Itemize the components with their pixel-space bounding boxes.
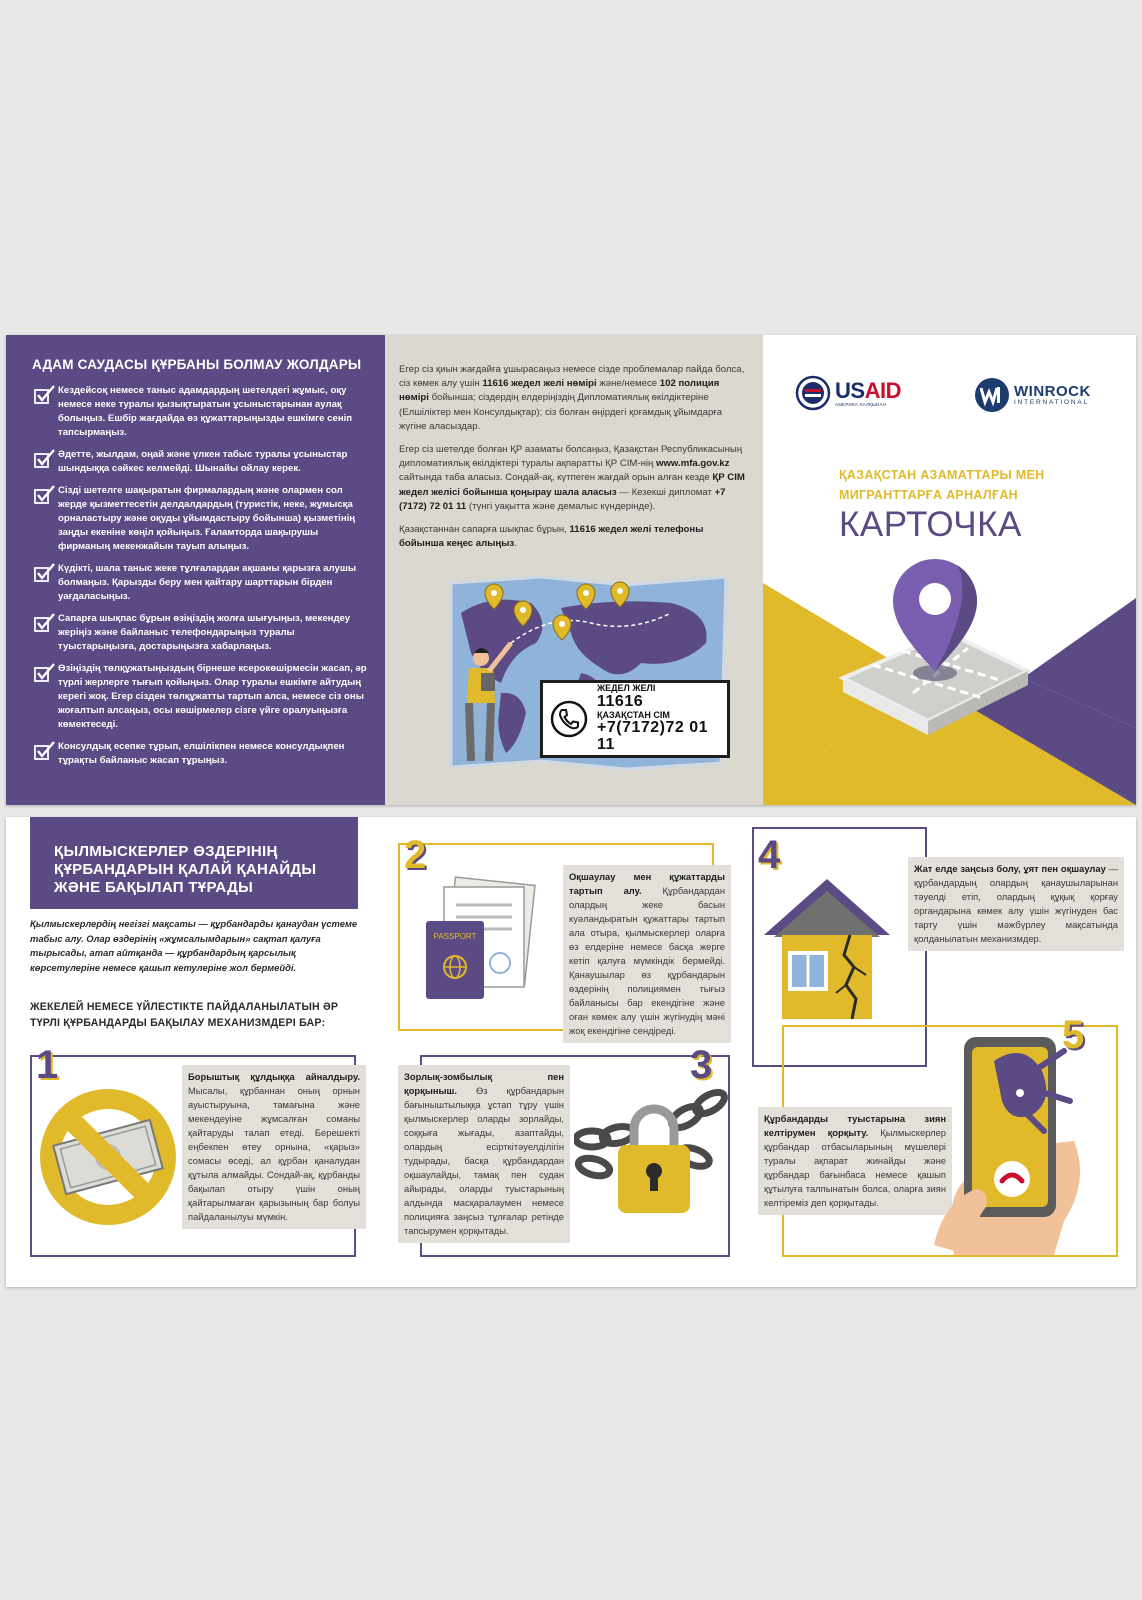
phone-icon <box>549 699 589 739</box>
tip-text: Кездейсоқ немесе таныс адамдардың шетелдегі жұмыс, оқу немесе неке туралы қызықтыратын ұсыныстарынан аулақ болыңыз. Ешбір жағдайда өз құжаттарыңызды ешкімге сеніп тапсырмаңыз. <box>58 385 353 438</box>
winrock-international: INTERNATIONAL <box>1014 399 1089 406</box>
tip-item <box>32 384 367 440</box>
checkbox-icon <box>32 449 58 469</box>
help-paragraph-3 <box>399 523 749 551</box>
item-4-text: — құрбандардың олардың қанаушыларынан тәуелді етіп, олардың құқық қорғау органдарына көмек алу үшін жүгінуден бас тарту үшін мәжбүрлеу мақсатында қолданылатын механизмдер. <box>914 863 1118 944</box>
help-text-run: Егер сіз қиын жағдайға ұшырасаңыз немесе сізде проблемалар пайда болса, сіз көмек алу үшін <box>399 364 745 390</box>
mfa-label: ҚАЗАҚСТАН СІМ <box>597 709 670 720</box>
help-text-run: Егер сіз шетелде болған ҚР азаматы болсаңыз, Қазақстан Республикасының дипломатиялық өкілдіктері туралы ақпаратты ҚР СІМ-нің <box>399 444 743 470</box>
checkbox-icon <box>32 663 58 683</box>
help-info-panel <box>385 335 763 805</box>
help-text-run: — Кезекші дипломат <box>616 486 715 498</box>
tips-heading: АДАМ САУДАСЫ ҚҰРБАНЫ БОЛМАУ ЖОЛДАРЫ <box>32 357 362 372</box>
usaid-aid: AID <box>864 377 901 403</box>
tip-item <box>32 662 367 732</box>
item-3-number: 3 <box>690 1043 713 1087</box>
help-text-run: бойынша; сіздердің елдеріңіздің Дипломатиялық өкілдіктеріне (Елшіліктер мен Консулдықтар); сіз болған өңірдегі қоғамдық ұйымдарға жүгіне аласыздар. <box>399 392 723 432</box>
help-text-run: және/немесе <box>596 378 660 390</box>
cracked-house-icon <box>762 875 892 1025</box>
checkbox-icon <box>32 741 58 761</box>
tip-text: Әдетте, жылдам, оңай және үлкен табыс туралы ұсыныстар шындыққа сәйкес келмейді. Шынайы ойлау керек. <box>58 449 348 474</box>
cover-subtitle <box>839 465 1044 505</box>
item-2-card <box>563 865 731 1043</box>
brochure-back-side <box>6 817 1136 1287</box>
passport-label: PASSPORT <box>433 932 477 941</box>
help-text-run: . <box>514 538 517 550</box>
tip-item <box>32 448 367 476</box>
cover-subtitle-line-2: МИГРАНТТАРҒА АРНАЛҒАН <box>839 488 1018 502</box>
header-line-2: ҚҰРБАНДАРЫН ҚАЛАЙ ҚАНАЙДЫ <box>54 861 317 878</box>
cover-panel <box>763 335 1136 805</box>
help-text-run: ҚР СІМ жедел желісі бойынша қоңырау шала аласыз <box>399 472 745 498</box>
item-1-text: Мысалы, құрбаннан оның орнын ауыстыруына, тамағына және мекендеуіне жұмсалған соманы қайтаруды талап етеді. Берешекті еңбекпен өтеу орнына, «қарыз» сомасы өседі, ал құрбан қаналудан құтыла алмайды. Сондай-ақ, құрбанды бақылап отыру үшін оның қайтарылмаған қарызының бар болуы пайдаланылуы мүмкін. <box>188 1085 360 1222</box>
winrock-logo <box>974 377 1091 413</box>
checkbox-icon <box>32 385 58 405</box>
tip-text: Сапарға шықпас бұрын өзіңіздің жолға шығуыңыз, мекендеу жеріңіз және байланыс телефондарыңыз туралы туыстарыңызға, достарыңызға хабарлаңыз. <box>58 613 351 652</box>
help-paragraph-1 <box>399 363 749 434</box>
item-2-title: Оқшаулау мен құжаттарды тартып алу. <box>569 871 725 896</box>
header-line-1: ҚЫЛМЫСКЕРЛЕР ӨЗДЕРІНІҢ <box>54 843 278 860</box>
header-line-3: ЖӘНЕ БАҚЫЛАП ТҰРАДЫ <box>54 879 254 896</box>
tip-item <box>32 562 367 604</box>
item-4-card <box>908 857 1124 951</box>
help-paragraph-2 <box>399 443 749 514</box>
tip-text: Консулдық есепке тұрып, елшілікпен немесе консулдықпен тұрақты байланыс жасап тұрыңыз. <box>58 741 345 766</box>
item-4-number: 4 <box>758 833 781 877</box>
mfa-number: +7(7172)72 01 11 <box>597 719 709 753</box>
help-text-run: сайтында таба аласыз. Сондай-ақ, күтпеген жағдай орын алған кезде <box>399 472 713 484</box>
tip-text: Өзіңіздің төлқұжатыңыздың бірнеше ксерокөшірмесін жасап, әр түрлі жерлерге тығып қойыңыз. Олар туралы ешкімге айтудың керегі жоқ. Егер сізден төлқұжатты тартып алса, немесе сіз оны жоғалтып алсаңыз, осы көшірмелер сізге үйге оралуыңызға көмектеседі. <box>58 663 367 730</box>
usaid-seal-icon <box>795 375 831 411</box>
item-4-title: Жат елде заңсыз болу, ұят пен оқшаулау <box>914 863 1106 874</box>
no-money-icon <box>38 1087 178 1227</box>
item-3-title: Зорлық-зомбылық пен қорқыныш. <box>404 1071 564 1096</box>
location-pin-illustration <box>763 553 1136 805</box>
tips-list <box>32 384 367 768</box>
intro-text: Қылмыскерлердің негізгі мақсаты — құрбандарды қанаудан үстеме табыс алу. Олар өздерінің «жұмсалымдарын» сақтап қалуға тырысады, атап айтқанда — құрбандардың қарсылық көрсетулеріне немесе қашып кетулеріне жол бермейді. <box>30 918 358 973</box>
tips-panel <box>6 335 385 805</box>
tip-text: Күдікті, шала таныс жеке тұлғалардан ақшаны қарызға алушы болмаңыз. Қарызды беру мен қайтару шарттарын бірден уағдаласыңыз. <box>58 563 357 602</box>
item-5-card <box>758 1107 952 1215</box>
usaid-tagline: АМЕРИКА ХАЛҚЫНАН <box>835 401 887 407</box>
usaid-us: US <box>835 377 865 403</box>
item-2-number: 2 <box>404 833 427 877</box>
tip-item <box>32 740 367 768</box>
item-3-text: Өз құрбандарын бағыныштылыққа ұстап тұру үшін қылмыскерлер оларды зорлайды, соққыға жығады, азаптайды, олардың есірткітәуелділігін тудырады, басқа құрбандардан оқшаулайды, тамақ пен судан айырады, оларды туыстарының алдында масқаралаумен немесе полицияға заңсыз тұлғалар ретінде тапсырумен қорқытады. <box>404 1085 564 1236</box>
item-5-number: 5 <box>1062 1013 1085 1057</box>
mechanisms-heading: ЖЕКЕЛЕЙ НЕМЕСЕ ҮЙЛЕСТІКТЕ ПАЙДАЛАНЫЛАТЫН ӘР ТҮРЛІ ҚҰРБАНДАРДЫ БАҚЫЛАУ МЕХАНИЗМДЕРІ БАР: <box>30 1001 339 1029</box>
item-5-text: Қылмыскерлер құрбандар отбасыларының мүшелері туралы ақпарат жинайды және құрбандар бағынбаса немесе қашып құтылуға талпынатын болса, оларға зиян келтіреміз деп қорқытады. <box>764 1127 946 1208</box>
cover-title: КАРТОЧКА <box>839 505 1022 544</box>
item-3-card <box>398 1065 570 1243</box>
hotline-box <box>540 680 730 758</box>
checkbox-icon <box>32 485 58 505</box>
passport-documents-icon <box>420 875 550 1005</box>
brochure-front-side <box>6 335 1136 805</box>
help-text-run: 11616 жедел желі телефоны бойынша кеңес алыңыз <box>399 524 704 550</box>
help-text-run: www.mfa.gov.kz <box>656 458 730 470</box>
winrock-mark-icon <box>974 377 1010 413</box>
help-text-run: Қазақстаннан сапарға шықпас бұрын, <box>399 524 570 536</box>
chain-padlock-icon <box>574 1087 730 1237</box>
help-text-run: +7 (7172) 72 01 11 <box>399 486 726 512</box>
usaid-logo <box>795 375 901 411</box>
checkbox-icon <box>32 563 58 583</box>
item-1-title: Борыштық құлдыққа айналдыру. <box>188 1071 360 1082</box>
item-2-text: Құрбандардан олардың жеке басын куәландыратын құжаттары тартып ала отыра, қылмыскерлер оларға өз елдеріне немесе басқа жерге кетіп қалуға мүмкіндік бермейді. Қанаушылар өз құрбандарын өздерінің полициямен тығыз байланысы бар екендігіне және оған көмек алу үшін жүгінудің мәні жоқ екендігіне сендіреді. <box>569 885 725 1036</box>
cover-subtitle-line-1: ҚАЗАҚСТАН АЗАМАТТАРЫ МЕН <box>839 468 1045 482</box>
hotline-number: 11616 <box>597 692 644 710</box>
checkbox-icon <box>32 613 58 633</box>
threatening-phone-icon <box>924 1031 1094 1255</box>
tip-item <box>32 612 367 654</box>
tip-text: Сізді шетелге шақыратын фирмалардың және олармен сол жерде қызметтесетін делдалдардың (туристік, неке, жұмысқа орналастыру және оқуды ұйымдастыру бойынша) қызметінің заңды екеніне көңіл қойыңыз. Ғаламторда шақырушы фирманың мекенжайын тауып алыңыз. <box>58 485 356 552</box>
help-text-run: (түнгі уақытта және демалыс күндерінде). <box>466 500 656 512</box>
item-1-card <box>182 1065 366 1229</box>
hotline-label: ЖЕДЕЛ ЖЕЛІ <box>597 683 656 694</box>
help-text-run: 102 полиция нөмірі <box>399 378 720 404</box>
item-1-number: 1 <box>36 1043 59 1087</box>
item-5-title: Құрбандарды туыстарына зиян келтірумен қорқыту. <box>764 1113 946 1138</box>
control-methods-header <box>30 817 358 909</box>
tip-item <box>32 484 367 554</box>
help-text-run: 11616 жедел желі нөмірі <box>482 378 597 390</box>
winrock-name: WINROCK <box>1014 383 1091 400</box>
